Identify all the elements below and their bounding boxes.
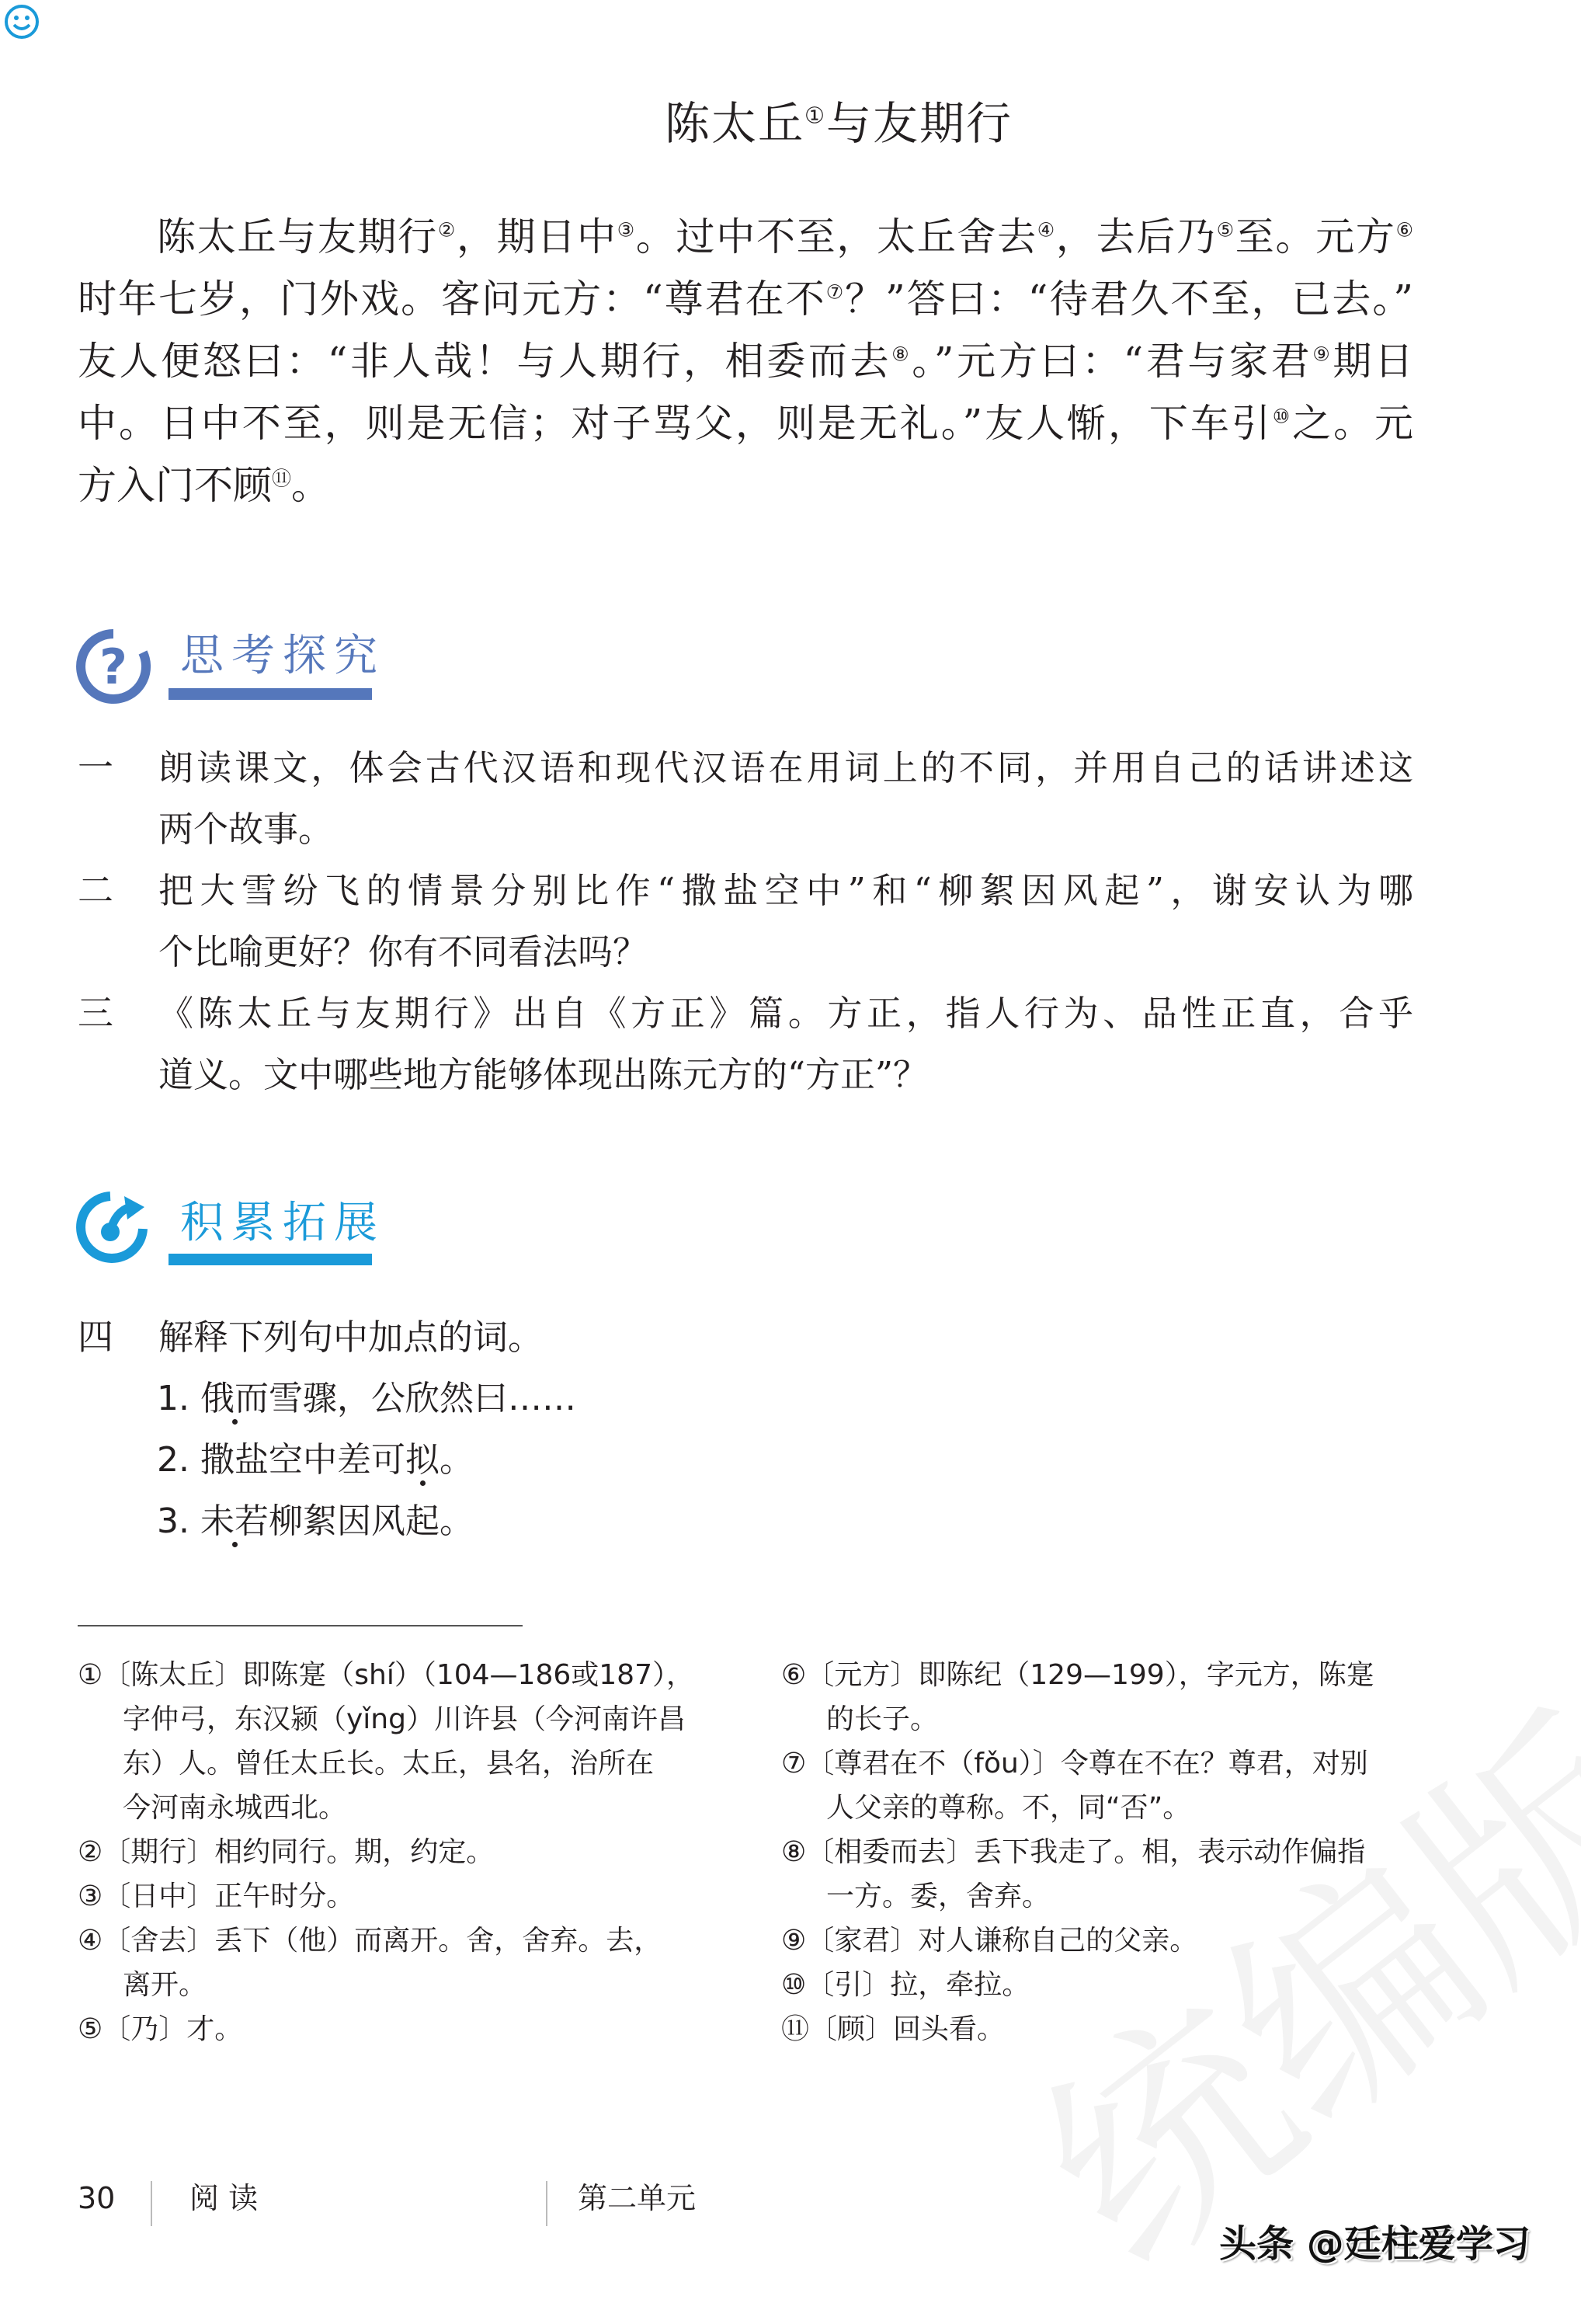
footnote-marker: ⑪ — [272, 467, 292, 490]
passage-text: 时年七岁，门外戏。客问元方：“尊君在不 — [78, 277, 826, 322]
question-text: 解释下列句中加点的词。 — [158, 1317, 544, 1358]
refresh-arrow-icon — [75, 1188, 152, 1266]
footnote-line: 字仲弓，东汉颍（yǐng）川许县（今河南许昌 — [123, 1703, 686, 1735]
question-number: 二 — [78, 869, 113, 911]
footnote-line: ②〔期行〕相约同行。期，约定。 — [78, 1836, 495, 1868]
footnote-line: 一方。委，舍弃。 — [826, 1880, 1051, 1912]
emphasized-word: 俄而 — [200, 1368, 269, 1429]
footnote-line: 东）人。曾任太丘长。太丘，县名，治所在 — [123, 1748, 655, 1780]
question-text: 把大雪纷飞的情景分别比作“撒盐空中”和“柳絮因风起”，谢安认为哪 — [158, 870, 1413, 911]
passage-text: 陈太丘与友期行 — [157, 214, 438, 259]
page-title: 陈太丘①与友期行 — [664, 97, 1013, 150]
list-item — [157, 1368, 576, 1429]
footnote-line: 的长子。 — [826, 1703, 939, 1735]
footnote-line: 人父亲的尊称。不，同“否”。 — [826, 1792, 1191, 1824]
list-item — [157, 1491, 474, 1552]
passage-text: 。”元方曰：“君与家君 — [912, 339, 1313, 384]
footnote-marker: ⑤ — [1216, 218, 1235, 242]
footnote-marker: ⑥ — [1395, 218, 1413, 242]
question-mark-icon — [75, 628, 152, 705]
passage-text: 。 — [291, 463, 331, 508]
footer-unit: 第二单元 — [578, 2181, 697, 2215]
footnote-line: ⑧〔相委而去〕丢下我走了。相，表示动作偏指 — [781, 1836, 1366, 1868]
passage-text: 中。日中不至，则是无信；对子骂父，则是无礼。”友人惭，下车引 — [78, 401, 1273, 446]
footnote-divider — [78, 1625, 523, 1626]
page-number: 30 — [78, 2181, 116, 2215]
item-text: 雪骤，公欣然曰…… — [268, 1379, 576, 1418]
footnote-marker: ⑩ — [1272, 405, 1293, 428]
emphasized-word: 未若 — [200, 1491, 269, 1552]
question-text: 朗读课文，体会古代汉语和现代汉语在用词上的不同，并用自己的话讲述这 — [158, 747, 1413, 788]
footnote-line: ⑪〔顾〕回头看。 — [781, 2013, 1006, 2045]
passage-text: 友人便怒曰：“非人哉！与人期行，相委而去 — [78, 339, 892, 384]
question-number: 三 — [78, 992, 113, 1034]
passage-line — [78, 330, 1413, 392]
item-number: 3. — [157, 1501, 189, 1541]
passage-text: ，去后乃 — [1055, 214, 1217, 259]
item-number: 2. — [157, 1440, 189, 1480]
footnote-line: ③〔日中〕正午时分。 — [78, 1880, 355, 1912]
footnote-line: ⑥〔元方〕即陈纪（129—199），字元方，陈寔 — [781, 1659, 1374, 1691]
footnote-marker: ② — [437, 218, 457, 242]
question-text: 两个故事。 — [158, 809, 334, 850]
section-title-extension: 积累拓展 — [180, 1198, 385, 1248]
passage-line — [157, 206, 1413, 268]
item-number: 1. — [157, 1379, 189, 1418]
item-text: 。 — [439, 1440, 474, 1480]
section-underline — [169, 688, 372, 700]
svg-text:?: ? — [99, 638, 127, 695]
question-text: 个比喻更好？你有不同看法吗？ — [158, 931, 648, 972]
footnote-marker: ⑧ — [891, 343, 912, 366]
footnote-marker: ⑨ — [1312, 343, 1333, 366]
footnote-line: ⑨〔家君〕对人谦称自己的父亲。 — [781, 1925, 1198, 1957]
question-text: 道义。文中哪些地方能够体现出陈元方的“方正”？ — [158, 1054, 929, 1095]
footnote-line: ①〔陈太丘〕即陈寔（shí）（104—186或187）， — [78, 1659, 694, 1691]
footer-section: 阅 读 — [189, 2181, 259, 2215]
question-number: 四 — [78, 1316, 113, 1358]
footnote-line: ⑦〔尊君在不（fǒu）〕令尊在不在？尊君，对别 — [781, 1748, 1368, 1780]
footnote-marker: ④ — [1037, 218, 1056, 242]
question-number: 一 — [78, 746, 113, 788]
footer-divider — [546, 2181, 547, 2226]
footnote-line: 今河南永城西北。 — [123, 1792, 347, 1824]
footnote-line: ⑤〔乃〕才。 — [78, 2013, 243, 2045]
passage-line — [78, 392, 1413, 454]
section-title-thinking: 思考探究 — [180, 631, 385, 681]
passage-line — [78, 454, 1413, 517]
passage-text: 期日 — [1333, 339, 1414, 384]
emphasized-word: 拟 — [405, 1429, 440, 1491]
smiley-icon — [3, 3, 40, 40]
passage-text: 。过中不至，太丘舍去 — [635, 214, 1037, 259]
footnote-line: ⑩〔引〕拉，牵拉。 — [781, 1969, 1030, 2001]
passage-text: 至。元方 — [1235, 214, 1396, 259]
passage-text: 之。元 — [1292, 401, 1414, 446]
item-text: 撒盐空中差可 — [200, 1440, 405, 1480]
footnote-marker: ③ — [617, 218, 636, 242]
footnote-line: ④〔舍去〕丢下（他）而离开。舍，舍弃。去， — [78, 1925, 662, 1957]
passage-text: 方入门不顾 — [78, 463, 272, 508]
passage-text: ，期日中 — [456, 214, 617, 259]
footer-divider — [151, 2181, 152, 2226]
passage-text: ？”答曰：“待君久不至，已去。” — [845, 277, 1413, 322]
section-underline — [169, 1254, 372, 1265]
source-watermark: 头条 @廷柱爱学习 — [1219, 2222, 1531, 2266]
footnote-line: 离开。 — [123, 1969, 207, 2001]
passage-line — [78, 268, 1413, 330]
footnote-marker: ⑦ — [825, 280, 846, 304]
item-text: 柳絮因风起。 — [268, 1501, 474, 1541]
question-text: 《陈太丘与友期行》出自《方正》篇。方正，指人行为、品性正直，合乎 — [158, 993, 1413, 1034]
list-item — [157, 1429, 474, 1491]
